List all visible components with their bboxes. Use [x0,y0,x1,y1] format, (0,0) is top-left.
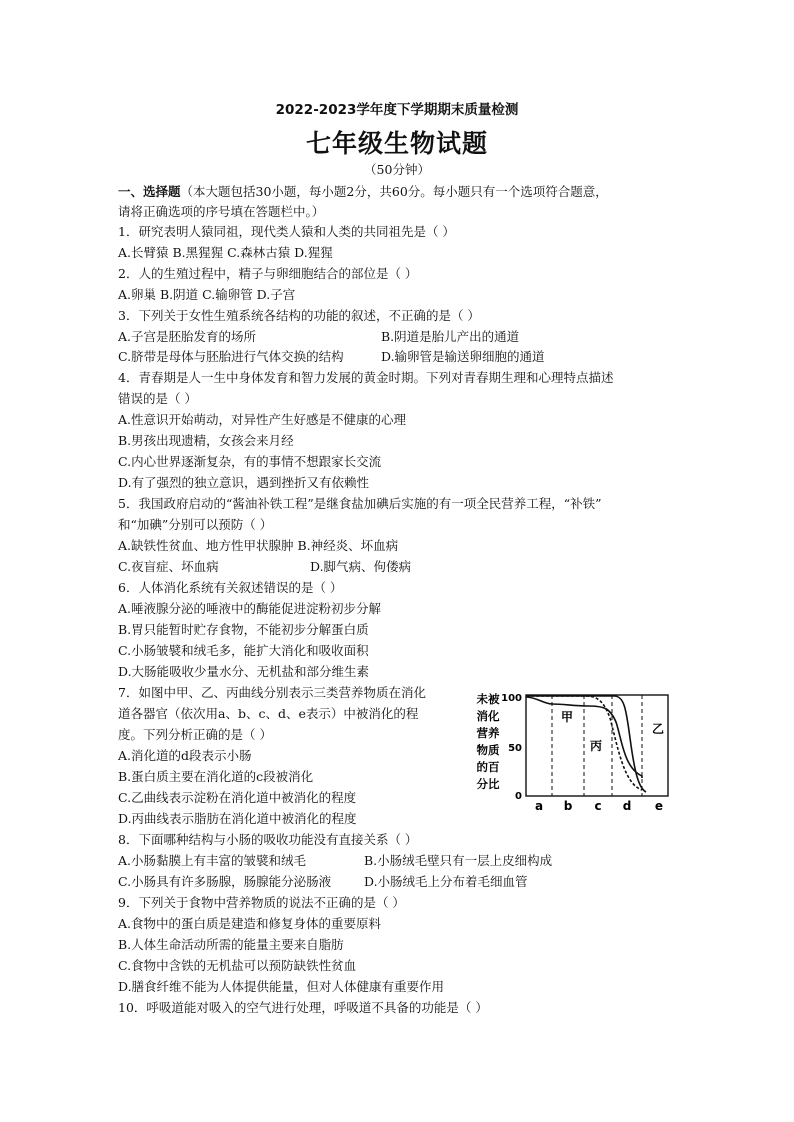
section-instructions-line1 [118,182,608,202]
q9-option-b: B.人体生命活动所需的能量主要来自脂肪 [118,937,344,952]
q7-option-c: C.乙曲线表示淀粉在消化道中被消化的程度 [118,790,357,805]
ylabel-line: 的百 [476,760,500,774]
curve-label-jia: 甲 [561,710,574,724]
chart-yticks [501,693,522,802]
q1-options: A.长臂猿 B.黑猩猩 C.森林古猿 D.猩猩 [118,245,333,260]
q9-stem: 9．下列关于食物中营养物质的说法不正确的是（ ） [118,895,405,910]
q8-stem: 8．下面哪种结构与小肠的吸收功能没有直接关系（ ） [118,832,418,847]
xtick-e: e [654,799,664,812]
q8-option-c: C.小肠具有许多肠腺，肠腺能分泌肠液 [118,874,332,889]
q2-options: A.卵巢 B.阴道 C.输卵管 D.子宫 [118,287,296,302]
q1-stem: 1．研究表明人猿同祖，现代类人猿和人类的共同祖先是（ ） [118,224,455,239]
q3-option-a: A.子宫是胚胎发育的场所 [118,329,257,344]
q8-option-b: B.小肠绒毛壁只有一层上皮细构成 [364,853,553,868]
q5-stem-1: 5．我国政府启动的“酱油补铁工程”是继食盐加碘后实施的有一项全民营养工程，“补铁” [118,496,602,511]
q4-stem-1: 4．青春期是人一生中身体发育和智力发展的黄金时期。下列对青春期生理和心理特点描述 [118,370,614,385]
ytick-50: 50 [508,743,522,754]
digestion-chart [474,688,674,812]
q5-option-c: C.夜盲症、坏血病 [118,559,219,574]
q6-option-c: C.小肠皱襞和绒毛多，能扩大消化和吸收面积 [118,643,369,658]
curve-label-yi: 乙 [652,722,665,736]
section-heading: 一、选择题 [118,184,181,199]
q5-stem-2: 和“加碘”分别可以预防（ ） [118,517,273,532]
xtick-c: c [594,799,602,812]
q8-option-d: D.小肠绒毛上分布着毛细血管 [364,874,528,889]
q8-option-a: A.小肠黏膜上有丰富的皱襞和绒毛 [118,853,307,868]
q3-option-b: B.阴道是胎儿产出的通道 [381,329,520,344]
q6-option-d: D.大肠能吸收少量水分、无机盐和部分维生素 [118,664,370,679]
q7-stem-3: 度。下列分析正确的是（ ） [118,727,272,742]
exam-duration: （50分钟） [364,162,430,177]
ytick-100: 100 [501,693,522,704]
q6-stem: 6．人体消化系统有关叙述错误的是（ ） [118,580,343,595]
q3-stem: 3．下列关于女性生殖系统各结构的功能的叙述，不正确的是（ ） [118,308,480,323]
q4-option-c: C.内心世界逐渐复杂，有的事情不想跟家长交流 [118,454,382,469]
xtick-d: d [622,799,632,812]
q9-option-a: A.食物中的蛋白质是建造和修复身体的重要原料 [118,916,382,931]
q3-option-d: D.输卵管是输送卵细胞的通道 [381,349,545,364]
ylabel-line: 消化 [476,709,500,723]
q4-option-b: B.男孩出现遗精，女孩会来月经 [118,433,294,448]
q5-option-ab: A.缺铁性贫血、地方性甲状腺肿 B.神经炎、坏血病 [118,538,399,553]
q6-option-b: B.胃只能暂时贮存食物，不能初步分解蛋白质 [118,622,369,637]
chart-ylabel [477,692,500,791]
q10-stem: 10．呼吸道能对吸入的空气进行处理，呼吸道不具备的功能是（ ） [118,1000,488,1015]
ylabel-line: 分比 [476,777,500,791]
q4-stem-2: 错误的是（ ） [118,391,197,406]
exam-title: 七年级生物试题 [305,129,488,158]
q7-option-a: A.消化道的d段表示小肠 [118,748,252,763]
q5-option-d: D.脚气病、佝偻病 [310,559,412,574]
ylabel-line: 营养 [476,726,500,740]
q7-option-d: D.丙曲线表示脂肪在消化道中被消化的程度 [118,811,357,826]
xtick-a: a [534,799,544,812]
q2-stem: 2．人的生殖过程中，精子与卵细胞结合的部位是（ ） [118,266,418,281]
ytick-0: 0 [515,791,522,802]
q7-option-b: B.蛋白质主要在消化道的c段被消化 [118,769,314,784]
q9-option-c: C.食物中含铁的无机盐可以预防缺铁性贫血 [118,958,357,973]
q7-stem-2: 道各器官（依次用a、b、c、d、e表示）中被消化的程 [118,706,419,721]
exam-subtitle: 2022-2023学年度下学期期末质量检测 [275,102,519,118]
section-instructions-2: 请将正确选项的序号填在答题栏中。） [118,204,325,219]
ylabel-line: 物质 [476,743,500,757]
q6-option-a: A.唾液腺分泌的唾液中的酶能促进淀粉初步分解 [118,601,382,616]
xtick-b: b [563,799,573,812]
q9-option-d: D.膳食纤维不能为人体提供能量，但对人体健康有重要作用 [118,979,445,994]
chart-xticks [535,799,663,812]
ylabel-line: 未被 [476,692,500,706]
q4-option-a: A.性意识开始萌动，对异性产生好感是不健康的心理 [118,412,407,427]
section-instructions-1: （本大题包括30小题，每小题2分，共60分。每小题只有一个选项符合题意， [180,184,608,199]
q3-option-c: C.脐带是母体与胚胎进行气体交换的结构 [118,349,344,364]
q4-option-d: D.有了强烈的独立意识，遇到挫折又有依赖性 [118,475,370,490]
q7-stem-1: 7．如图中甲、乙、丙曲线分别表示三类营养物质在消化 [118,685,426,700]
curve-label-bing: 丙 [590,739,603,753]
